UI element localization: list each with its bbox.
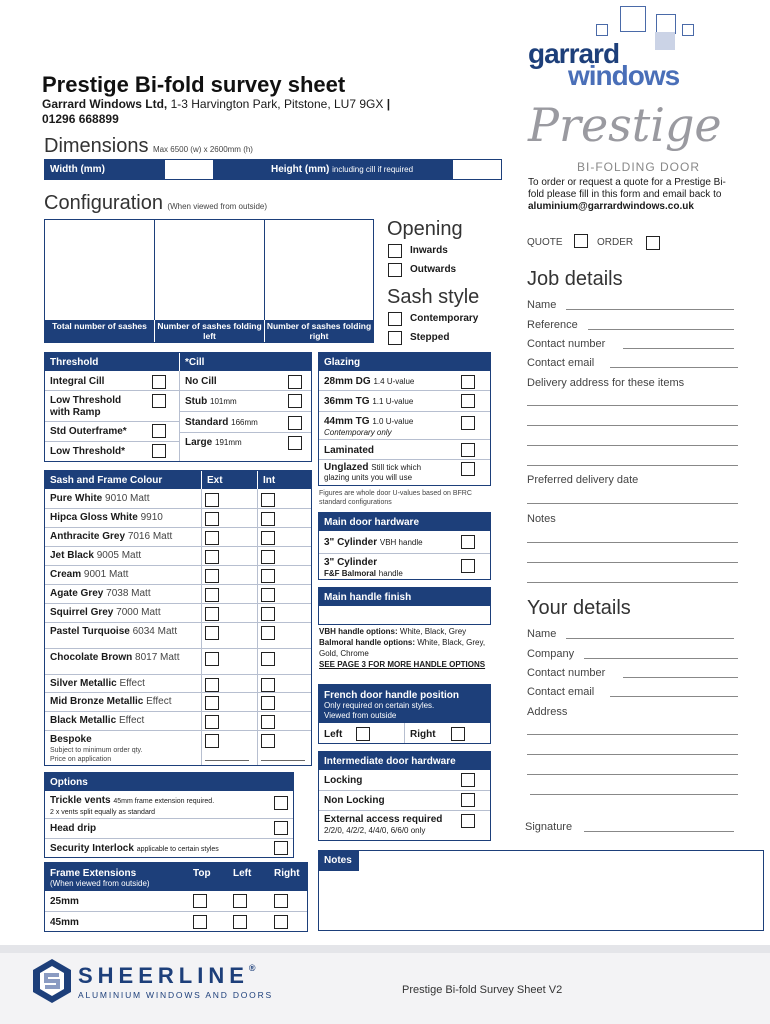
job-name-field[interactable] xyxy=(566,309,734,310)
phone: 01296 668899 xyxy=(42,112,119,126)
job-contact-number-label: Contact number xyxy=(527,338,606,350)
colour-row-label: Agate Grey 7038 Matt xyxy=(50,588,151,599)
configuration-note: (When viewed from outside) xyxy=(167,202,268,211)
glazing-header: Glazing xyxy=(319,353,490,371)
page-title: Prestige Bi-fold survey sheet xyxy=(42,72,346,97)
intermediate-header: Intermediate door hardware xyxy=(319,752,490,770)
intermediate-non-locking-checkbox[interactable] xyxy=(461,793,475,807)
sheerline-logo-icon xyxy=(32,958,72,1004)
delivery-line-1[interactable] xyxy=(527,405,738,406)
glazing-unglazed: Unglazed Still tick which glazing units you will use xyxy=(324,462,422,482)
main-hardware-header: Main door hardware xyxy=(319,513,490,531)
glazing-unglazed-checkbox[interactable] xyxy=(461,462,475,476)
options-header: Options xyxy=(45,773,293,791)
option-security-interlock-checkbox[interactable] xyxy=(274,841,288,855)
colour-ext-checkbox[interactable] xyxy=(205,531,219,545)
frame-ext-45-right-checkbox[interactable] xyxy=(274,915,288,929)
option-security-interlock: Security Interlock applicable to certain styles xyxy=(50,843,219,854)
job-reference-field[interactable] xyxy=(588,329,734,330)
colour-row-label: Hipca Gloss White 9910 xyxy=(50,512,163,523)
colour-ext-checkbox[interactable] xyxy=(205,696,219,710)
colour-ext-checkbox[interactable] xyxy=(205,550,219,564)
colour-ext-checkbox[interactable] xyxy=(205,588,219,602)
stepped-label: Stepped xyxy=(410,332,450,343)
sheerline-tagline: ALUMINIUM WINDOWS AND DOORS xyxy=(78,990,273,1000)
colour-int-checkbox[interactable] xyxy=(261,588,275,602)
threshold-integral-cill-checkbox[interactable] xyxy=(152,375,166,389)
colour-int-checkbox[interactable] xyxy=(261,531,275,545)
frame-ext-25mm: 25mm xyxy=(50,896,79,907)
colour-row-label: Pure White 9010 Matt xyxy=(50,493,150,504)
main-hardware-table xyxy=(318,512,491,580)
address: 1-3 Harvington Park, Pitstone, LU7 9GX xyxy=(170,97,384,111)
intermediate-hardware-table xyxy=(318,751,491,841)
hardware-cylinder-vbh-checkbox[interactable] xyxy=(461,535,475,549)
your-contact-number-label: Contact number xyxy=(527,667,606,679)
job-notes-line-3[interactable] xyxy=(527,582,738,583)
colour-ext-checkbox[interactable] xyxy=(205,734,219,748)
colour-ext-checkbox[interactable] xyxy=(205,569,219,583)
delivery-line-2[interactable] xyxy=(527,425,738,426)
colour-ext-checkbox[interactable] xyxy=(205,607,219,621)
handle-finish-table xyxy=(318,587,491,625)
colour-row-label: Bespoke Subject to minimum order qty. Price on application xyxy=(50,734,143,763)
job-contact-email-label: Contact email xyxy=(527,357,595,369)
option-head-drip: Head drip xyxy=(50,823,97,834)
handle-finish-header: Main handle finish xyxy=(319,588,490,606)
colour-int-checkbox[interactable] xyxy=(261,696,275,710)
cill-standard-checkbox[interactable] xyxy=(288,416,302,430)
french-handle-table xyxy=(318,684,491,744)
width-field[interactable] xyxy=(165,160,213,179)
your-company-label: Company xyxy=(527,648,575,660)
contemporary-checkbox[interactable] xyxy=(388,312,402,326)
see-page-3-link[interactable]: SEE PAGE 3 FOR MORE HANDLE OPTIONS xyxy=(319,660,486,669)
height-field[interactable] xyxy=(453,160,501,179)
config-sketch-1[interactable] xyxy=(45,220,155,320)
colour-int-checkbox[interactable] xyxy=(261,607,275,621)
job-notes-label: Notes xyxy=(527,513,556,525)
colour-row-label: Chocolate Brown 8017 Matt xyxy=(50,652,180,663)
config-col-total: Total number of sashes xyxy=(45,320,155,342)
cill-large-checkbox[interactable] xyxy=(288,436,302,450)
frame-ext-top: Top xyxy=(193,868,211,879)
colour-ext-checkbox[interactable] xyxy=(205,512,219,526)
colour-ext-header: Ext xyxy=(201,471,257,489)
colour-row-label: Squirrel Grey 7000 Matt xyxy=(50,607,161,618)
handle-options: VBH handle options: White, Black, Grey Balmoral handle options: White, Black, Grey, Gold, Chrome SEE PAGE 3 FOR MORE HANDLE OPTIONS xyxy=(319,627,486,669)
colour-int-checkbox[interactable] xyxy=(261,734,275,748)
your-company-field[interactable] xyxy=(584,658,738,659)
glazing-footnote: Figures are whole door U-values based on BFRC standard configurations xyxy=(319,490,472,506)
intermediate-locking-checkbox[interactable] xyxy=(461,773,475,787)
glazing-36tg: 36mm TG 1.1 U-value xyxy=(324,396,414,407)
colour-row-label: Mid Bronze Metallic Effect xyxy=(50,696,172,707)
order-info: To order or request a quote for a Prestige Bi-fold please fill in this form and email back to aluminium@garrardwindows.co.uk xyxy=(528,177,726,212)
glazing-44tg: 44mm TG 1.0 U-value Contemporary only xyxy=(324,416,414,437)
sheet-version: Prestige Bi-fold Survey Sheet V2 xyxy=(402,984,563,996)
order-label: ORDER xyxy=(597,237,634,248)
signature-field[interactable] xyxy=(584,831,734,832)
your-name-field[interactable] xyxy=(566,638,734,639)
glazing-44tg-checkbox[interactable] xyxy=(461,416,475,430)
dimensions-note: Max 6500 (w) x 2600mm (h) xyxy=(152,145,253,154)
colour-int-checkbox[interactable] xyxy=(261,626,275,640)
job-contact-number-field[interactable] xyxy=(623,348,734,349)
cill-stub: Stub 101mm xyxy=(185,396,237,407)
option-trickle-vents-checkbox[interactable] xyxy=(274,796,288,810)
hardware-cylinder-vbh: 3" Cylinder VBH handle xyxy=(324,537,423,548)
colour-row-label: Jet Black 9005 Matt xyxy=(50,550,142,561)
notes-header: Notes xyxy=(319,851,359,871)
quote-label: QUOTE xyxy=(527,237,563,248)
config-sketch-2[interactable] xyxy=(155,220,265,320)
intermediate-external-checkbox[interactable] xyxy=(461,814,475,828)
job-notes-line-1[interactable] xyxy=(527,542,738,543)
intermediate-locking: Locking xyxy=(324,775,363,786)
frame-ext-25-left-checkbox[interactable] xyxy=(233,894,247,908)
threshold-integral-cill: Integral Cill xyxy=(50,376,105,387)
threshold-cill-table xyxy=(44,352,312,462)
frame-ext-left: Left xyxy=(233,868,252,879)
preferred-date-label: Preferred delivery date xyxy=(527,474,639,486)
contemporary-label: Contemporary xyxy=(410,313,479,324)
colour-row-label: Cream 9001 Matt xyxy=(50,569,129,580)
colour-int-checkbox[interactable] xyxy=(261,569,275,583)
company-address: Garrard Windows Ltd, 1-3 Harvington Park, Pitstone, LU7 9GX | 01296 668899 xyxy=(42,97,391,126)
glazing-laminated-checkbox[interactable] xyxy=(461,443,475,457)
threshold-low: Low Threshold* xyxy=(50,446,125,457)
job-reference-label: Reference xyxy=(527,319,578,331)
colour-int-checkbox[interactable] xyxy=(261,652,275,666)
configuration-table xyxy=(44,219,374,343)
glazing-laminated: Laminated xyxy=(324,445,375,456)
threshold-low-checkbox[interactable] xyxy=(152,444,166,458)
your-contact-email-field[interactable] xyxy=(610,696,738,697)
french-left-checkbox[interactable] xyxy=(356,727,370,741)
colour-ext-checkbox[interactable] xyxy=(205,715,219,729)
frame-ext-right: Right xyxy=(274,868,300,879)
option-head-drip-checkbox[interactable] xyxy=(274,821,288,835)
intermediate-external: External access required 2/2/0, 4/2/2, 4/4/0, 6/6/0 only xyxy=(324,814,443,835)
config-col-left: Number of sashes folding left xyxy=(155,320,265,342)
colour-ext-checkbox[interactable] xyxy=(205,678,219,692)
colour-bespoke-ext-line[interactable] xyxy=(205,760,249,761)
intermediate-non-locking: Non Locking xyxy=(324,795,385,806)
your-address-line-1[interactable] xyxy=(527,734,738,735)
job-details-title: Job details xyxy=(527,268,623,290)
delivery-line-3[interactable] xyxy=(527,445,738,446)
order-checkbox[interactable] xyxy=(646,236,660,250)
colour-row-label: Black Metallic Effect xyxy=(50,715,145,726)
glazing-28dg-checkbox[interactable] xyxy=(461,375,475,389)
colour-ext-checkbox[interactable] xyxy=(205,493,219,507)
delivery-line-4[interactable] xyxy=(527,465,738,466)
dimensions-title: Dimensions xyxy=(44,135,149,157)
threshold-low-ramp: Low Threshold with Ramp xyxy=(50,395,122,418)
sash-style-title: Sash style xyxy=(387,286,480,308)
job-name-label: Name xyxy=(527,299,557,311)
colour-row-label: Silver Metallic Effect xyxy=(50,678,145,689)
delivery-address-label: Delivery address for these items xyxy=(527,377,685,389)
options-table xyxy=(44,772,294,858)
company-name: Garrard Windows Ltd, xyxy=(42,97,168,111)
your-contact-number-field[interactable] xyxy=(623,677,738,678)
cill-header: *Cill xyxy=(179,353,311,371)
sheerline-brand: SHEERLINE® xyxy=(78,963,256,988)
cill-no-checkbox[interactable] xyxy=(288,375,302,389)
job-notes-line-2[interactable] xyxy=(527,562,738,563)
threshold-header: Threshold xyxy=(45,353,179,371)
your-contact-email-label: Contact email xyxy=(527,686,595,698)
cill-no: No Cill xyxy=(185,376,217,387)
colour-row-label: Pastel Turquoise 6034 Matt xyxy=(50,626,178,637)
french-right-label: Right xyxy=(410,729,436,740)
hardware-cylinder-balmoral: 3" Cylinder F&F Balmoral handle xyxy=(324,557,403,578)
french-right-checkbox[interactable] xyxy=(451,727,465,741)
your-address-label: Address xyxy=(527,706,568,718)
option-trickle-vents: Trickle vents 45mm frame extension required. 2 x vents split equally as standard xyxy=(50,795,215,816)
your-address-line-4[interactable] xyxy=(530,794,738,795)
order-email[interactable]: aluminium@garrardwindows.co.uk xyxy=(528,201,694,212)
colour-int-checkbox[interactable] xyxy=(261,493,275,507)
outwards-checkbox[interactable] xyxy=(388,263,402,277)
stepped-checkbox[interactable] xyxy=(388,331,402,345)
colour-int-checkbox[interactable] xyxy=(261,512,275,526)
frame-ext-45mm: 45mm xyxy=(50,917,79,928)
hardware-cylinder-balmoral-checkbox[interactable] xyxy=(461,559,475,573)
height-label-cell: Height (mm) including cill if required xyxy=(213,160,453,179)
handle-finish-field[interactable] xyxy=(319,606,490,624)
outwards-label: Outwards xyxy=(410,264,457,275)
threshold-std-outerframe: Std Outerframe* xyxy=(50,426,127,437)
frame-ext-45-top-checkbox[interactable] xyxy=(193,915,207,929)
notes-box[interactable] xyxy=(318,850,764,931)
glazing-36tg-checkbox[interactable] xyxy=(461,394,475,408)
dimensions-table xyxy=(44,159,502,180)
config-col-right: Number of sashes folding right xyxy=(266,321,372,341)
colour-table xyxy=(44,470,312,766)
colour-ext-checkbox[interactable] xyxy=(205,626,219,640)
config-sketch-3[interactable] xyxy=(265,220,373,320)
signature-label: Signature xyxy=(525,821,573,833)
configuration-title: Configuration xyxy=(44,192,163,214)
inwards-label: Inwards xyxy=(410,245,448,256)
frame-ext-45-left-checkbox[interactable] xyxy=(233,915,247,929)
glazing-28dg: 28mm DG 1.4 U-value xyxy=(324,376,415,387)
quote-checkbox[interactable] xyxy=(574,234,588,248)
threshold-std-outerframe-checkbox[interactable] xyxy=(152,424,166,438)
colour-int-header: Int xyxy=(257,471,311,489)
frame-ext-25-right-checkbox[interactable] xyxy=(274,894,288,908)
frame-ext-note: (When viewed from outside) xyxy=(50,879,150,888)
frame-ext-25-top-checkbox[interactable] xyxy=(193,894,207,908)
width-label: Width (mm) xyxy=(45,160,165,179)
your-name-label: Name xyxy=(527,628,557,640)
job-contact-email-field[interactable] xyxy=(610,367,738,368)
opening-title: Opening xyxy=(387,218,463,240)
cill-stub-checkbox[interactable] xyxy=(288,394,302,408)
cill-large: Large 191mm xyxy=(185,437,242,448)
colour-int-checkbox[interactable] xyxy=(261,550,275,564)
your-address-line-3[interactable] xyxy=(527,774,738,775)
frame-ext-header: Frame Extensions xyxy=(50,868,137,879)
french-handle-header: French door handle position xyxy=(324,690,459,701)
french-handle-note: Only required on certain styles. Viewed from outside xyxy=(324,701,435,720)
glazing-table xyxy=(318,352,491,486)
cill-standard: Standard 166mm xyxy=(185,417,258,428)
threshold-low-ramp-checkbox[interactable] xyxy=(152,394,166,408)
inwards-checkbox[interactable] xyxy=(388,244,402,258)
preferred-date-field[interactable] xyxy=(527,503,738,504)
french-left-label: Left xyxy=(324,729,343,740)
your-address-line-2[interactable] xyxy=(527,754,738,755)
colour-int-checkbox[interactable] xyxy=(261,678,275,692)
colour-bespoke-int-line[interactable] xyxy=(261,760,305,761)
frame-extensions-table xyxy=(44,862,308,932)
colour-ext-checkbox[interactable] xyxy=(205,652,219,666)
your-details-title: Your details xyxy=(527,597,631,619)
colour-int-checkbox[interactable] xyxy=(261,715,275,729)
colour-header: Sash and Frame Colour xyxy=(45,471,201,489)
colour-row-label: Anthracite Grey 7016 Matt xyxy=(50,531,173,542)
